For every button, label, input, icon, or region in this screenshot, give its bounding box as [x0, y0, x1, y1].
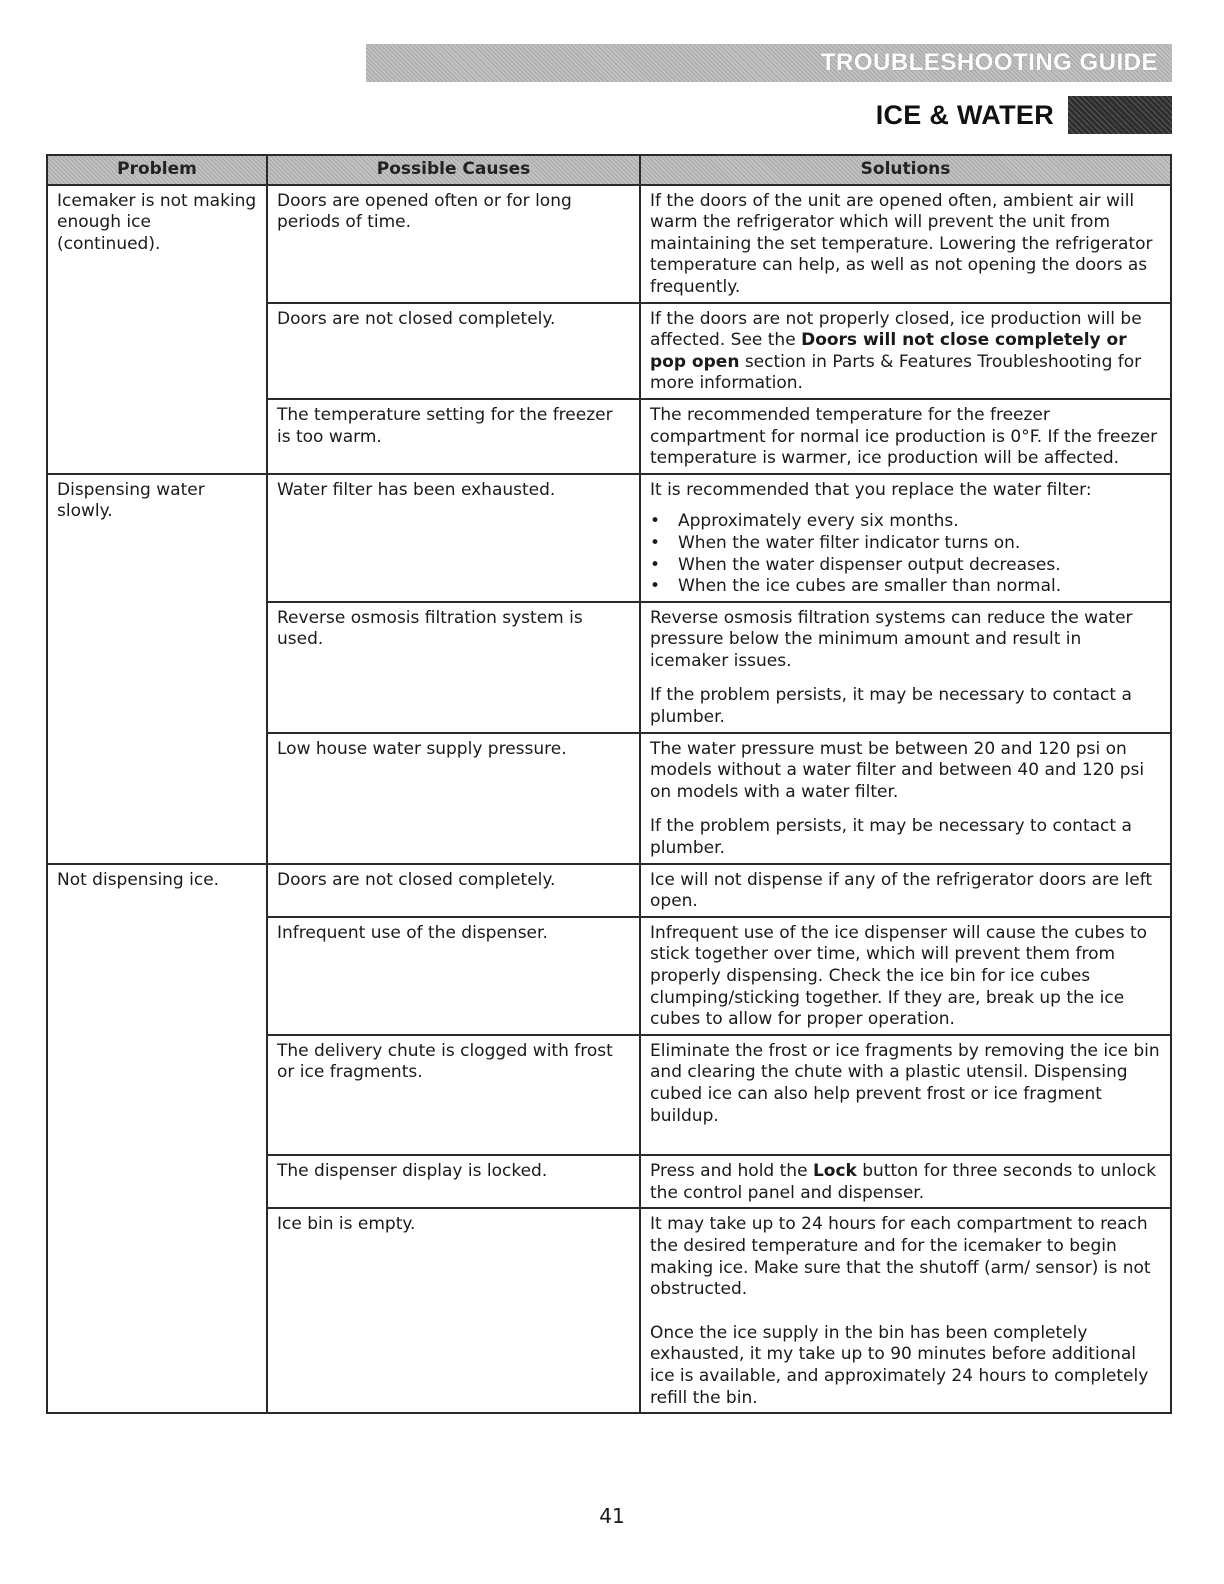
- cause-cell: Ice bin is empty.: [267, 1208, 640, 1413]
- solution-text: It is recommended that you replace the water filter:: [650, 479, 1092, 500]
- solution-text: [650, 309, 1161, 395]
- cause-cell: Low house water supply pressure.: [267, 733, 640, 864]
- cause-cell: Doors are opened often or for long periods of time.: [267, 185, 640, 303]
- solution-text: Infrequent use of the ice dispenser will cause the cubes to stick together over time, which will prevent them from properly dispensing. Check the ice bin for ice cubes clumping/sticking together. If they are, break up the ice cubes to allow for proper operation.: [650, 922, 1148, 1030]
- cause-cell: The delivery chute is clogged with frost or ice fragments.: [267, 1035, 640, 1155]
- problem-cell: Not dispensing ice.: [47, 864, 267, 1413]
- solution-text: Once the ice supply in the bin has been completely exhausted, it my take up to 90 minutes before additional ice is available, and approximately 24 hours to completely refill the bin.: [650, 1322, 1149, 1408]
- solution-cell: [640, 864, 1171, 917]
- banner-title: TROUBLESHOOTING GUIDE: [820, 49, 1158, 76]
- cause-cell: Doors are not closed completely.: [267, 864, 640, 917]
- solution-text: [650, 1161, 1161, 1204]
- solution-cell: [640, 474, 1171, 602]
- section-heading: [760, 96, 1172, 134]
- section-marker-block: [1068, 96, 1172, 134]
- solution-cell: [640, 602, 1171, 733]
- section-title: ICE & WATER: [875, 99, 1054, 130]
- solution-cell: [640, 1208, 1171, 1413]
- troubleshooting-table: [46, 154, 1172, 1414]
- solution-cell: [640, 917, 1171, 1035]
- solution-cell: [640, 1035, 1171, 1155]
- solution-text-post: section in Parts & Features Troubleshooting for more information.: [650, 351, 1142, 394]
- section-banner: [366, 44, 1172, 82]
- solution-text-pre: Press and hold the: [650, 1161, 813, 1182]
- column-header-problem: Problem: [47, 155, 267, 185]
- solution-text: The recommended temperature for the freezer compartment for normal ice production is 0°F. If the freezer temperature is warmer, ice production will be affected.: [650, 404, 1158, 469]
- cause-cell: The temperature setting for the freezer is too warm.: [267, 399, 640, 474]
- lock-button-label: Lock: [812, 1161, 857, 1182]
- solution-cell: [640, 733, 1171, 864]
- solution-text: If the doors of the unit are opened often, ambient air will warm the refrigerator which will prevent the unit from maintaining the set temperature. Lowering the refrigerator temperature can help, as well as not opening the doors as frequently.: [650, 190, 1153, 297]
- solution-text: Reverse osmosis filtration systems can reduce the water pressure below the minimum amount and result in icemaker issues.: [650, 607, 1133, 671]
- solution-cell: [640, 185, 1171, 303]
- table-header-row: [47, 155, 1171, 185]
- bullet-item: • When the water filter indicator turns on.: [650, 533, 1161, 555]
- solution-text: Eliminate the frost or ice fragments by removing the ice bin and clearing the chute with a plastic utensil. Dispensing cubed ice can also help prevent frost or ice fragment buildup.: [650, 1040, 1160, 1126]
- solution-cell: [640, 399, 1171, 474]
- solution-text: The water pressure must be between 20 and 120 psi on models without a water filter and between 40 and 120 psi on models with a water filter.: [650, 738, 1145, 802]
- cause-cell: Water filter has been exhausted.: [267, 474, 640, 602]
- solution-text: Ice will not dispense if any of the refrigerator doors are left open.: [650, 869, 1153, 912]
- bullet-item: • When the water dispenser output decreases.: [650, 555, 1161, 577]
- solution-cell: [640, 303, 1171, 399]
- page-number: 41: [599, 1504, 625, 1528]
- column-header-solutions: Solutions: [640, 155, 1171, 185]
- column-header-causes: Possible Causes: [267, 155, 640, 185]
- table-row: [47, 185, 1171, 303]
- cause-cell: Reverse osmosis filtration system is used.: [267, 602, 640, 733]
- solution-cell: [640, 1155, 1171, 1208]
- solution-text: It may take up to 24 hours for each compartment to reach the desired temperature and for the icemaker to begin making ice. Make sure that the shutoff (arm/ sensor) is not obstructed.: [650, 1214, 1151, 1300]
- spacer: [650, 1127, 1161, 1151]
- problem-cell: Icemaker is not making enough ice (continued).: [47, 185, 267, 474]
- bullet-item: • When the ice cubes are smaller than normal.: [650, 576, 1161, 598]
- solution-text-pre: If the doors are not properly closed, ice production will be affected. See the: [650, 308, 1142, 351]
- bullet-list: [650, 511, 1161, 597]
- solution-text-post: button for three seconds to unlock the control panel and dispenser.: [650, 1161, 1157, 1203]
- table-row: [47, 864, 1171, 917]
- table-row: [47, 474, 1171, 602]
- cross-reference-section-name: Doors will not close completely or pop open: [650, 330, 1127, 372]
- solution-text: If the problem persists, it may be necessary to contact a plumber.: [650, 685, 1132, 728]
- solution-text: If the problem persists, it may be necessary to contact a plumber.: [650, 816, 1132, 859]
- cause-cell: Infrequent use of the dispenser.: [267, 917, 640, 1035]
- bullet-item: • Approximately every six months.: [650, 511, 1161, 533]
- cause-cell: Doors are not closed completely.: [267, 303, 640, 399]
- problem-cell: Dispensing water slowly.: [47, 474, 267, 864]
- cause-cell: The dispenser display is locked.: [267, 1155, 640, 1208]
